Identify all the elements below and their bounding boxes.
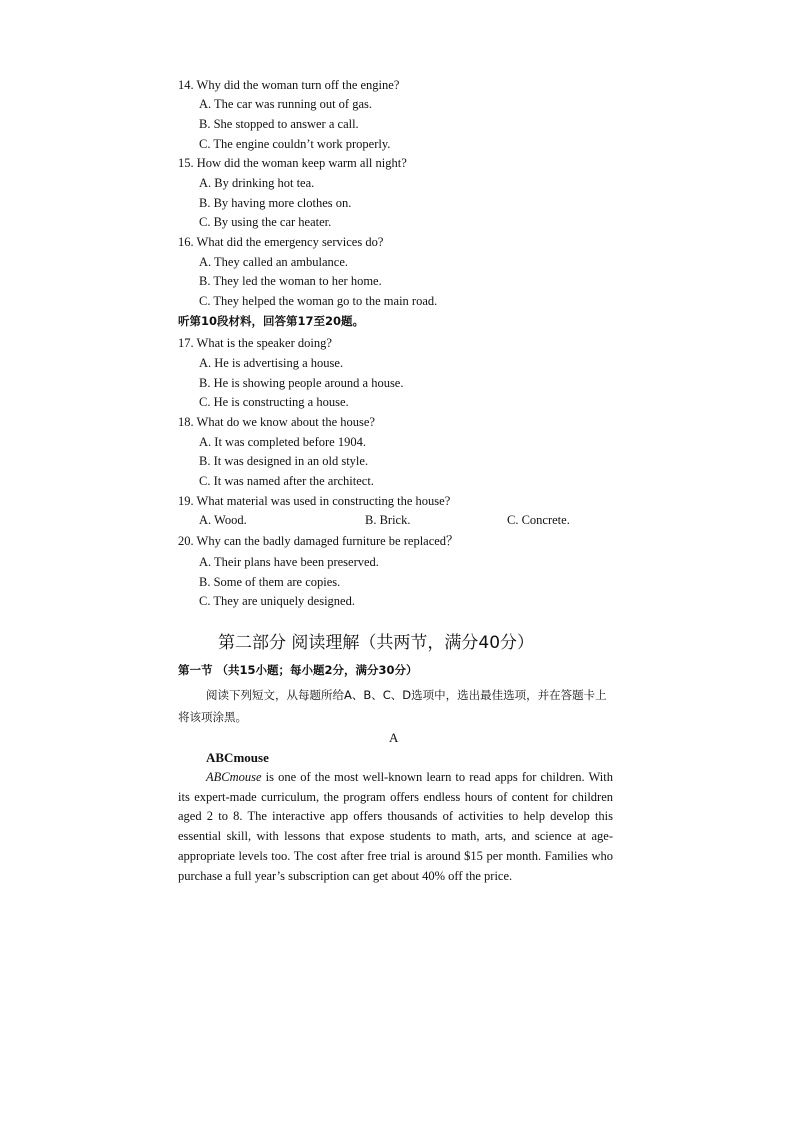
option-19c: C. Concrete. xyxy=(507,513,570,527)
option-14a: A. The car was running out of gas. xyxy=(199,97,372,111)
option-18c: C. It was named after the architect. xyxy=(199,474,374,488)
option-19a: A. Wood. xyxy=(199,513,247,527)
option-16c: C. They helped the woman go to the main road. xyxy=(199,294,438,308)
option-14c: C. The engine couldn’t work properly. xyxy=(199,137,391,151)
question-20: 20. Why can the badly damaged furniture be replaced？ xyxy=(178,534,459,548)
passage-title: ABCmouse xyxy=(206,750,269,765)
option-18a: A. It was completed before 1904. xyxy=(199,435,366,449)
option-19b: B. Brick. xyxy=(365,513,411,527)
option-17a: A. He is advertising a house. xyxy=(199,356,344,370)
part-2-title: 第二部分 阅读理解（共两节，满分40分） xyxy=(218,633,535,653)
section-1-title: 第一节 （共15小题；每小题2分，满分30分） xyxy=(178,663,418,677)
option-16b: B. They led the woman to her home. xyxy=(199,274,382,288)
passage-text: is one of the most well-known learn to read apps for children. With its expert-made curriculum, the program offers endless hours of content for children aged 2 to 8. The interactive app offers thousands of activities to help develop this essential skill, with lessons that expose students to math, arts, and science at age-appropriate levels too. The cost after free trial is around $15 per month. Families who purchase a full year’s subscription can get about 40% off the price. xyxy=(178,770,613,883)
option-17b: B. He is showing people around a house. xyxy=(199,376,404,390)
option-20c: C. They are uniquely designed. xyxy=(199,594,355,608)
passage-label: A xyxy=(389,730,399,745)
reading-instructions: 阅读下列短文，从每题所给A、B、C、D选项中，选出最佳选项，并在答题卡上将该项涂黑。 xyxy=(178,688,607,724)
passage-body xyxy=(178,768,613,886)
option-20b: B. Some of them are copies. xyxy=(199,575,341,589)
question-19: 19. What material was used in constructing the house? xyxy=(178,494,451,508)
passage-app-name: ABCmouse xyxy=(206,770,262,784)
option-16a: A. They called an ambulance. xyxy=(199,255,349,269)
option-15b: B. By having more clothes on. xyxy=(199,196,352,210)
instruction-material-10: 听第10段材料，回答第17至20题。 xyxy=(178,314,365,328)
question-18: 18. What do we know about the house? xyxy=(178,415,375,429)
option-20a: A. Their plans have been preserved. xyxy=(199,555,379,569)
question-17: 17. What is the speaker doing? xyxy=(178,336,332,350)
question-14: 14. Why did the woman turn off the engine? xyxy=(178,78,400,92)
option-17c: C. He is constructing a house. xyxy=(199,395,349,409)
option-14b: B. She stopped to answer a call. xyxy=(199,117,359,131)
option-15a: A. By drinking hot tea. xyxy=(199,176,315,190)
question-16: 16. What did the emergency services do? xyxy=(178,235,384,249)
option-15c: C. By using the car heater. xyxy=(199,215,332,229)
option-18b: B. It was designed in an old style. xyxy=(199,454,369,468)
question-15: 15. How did the woman keep warm all night? xyxy=(178,156,407,170)
